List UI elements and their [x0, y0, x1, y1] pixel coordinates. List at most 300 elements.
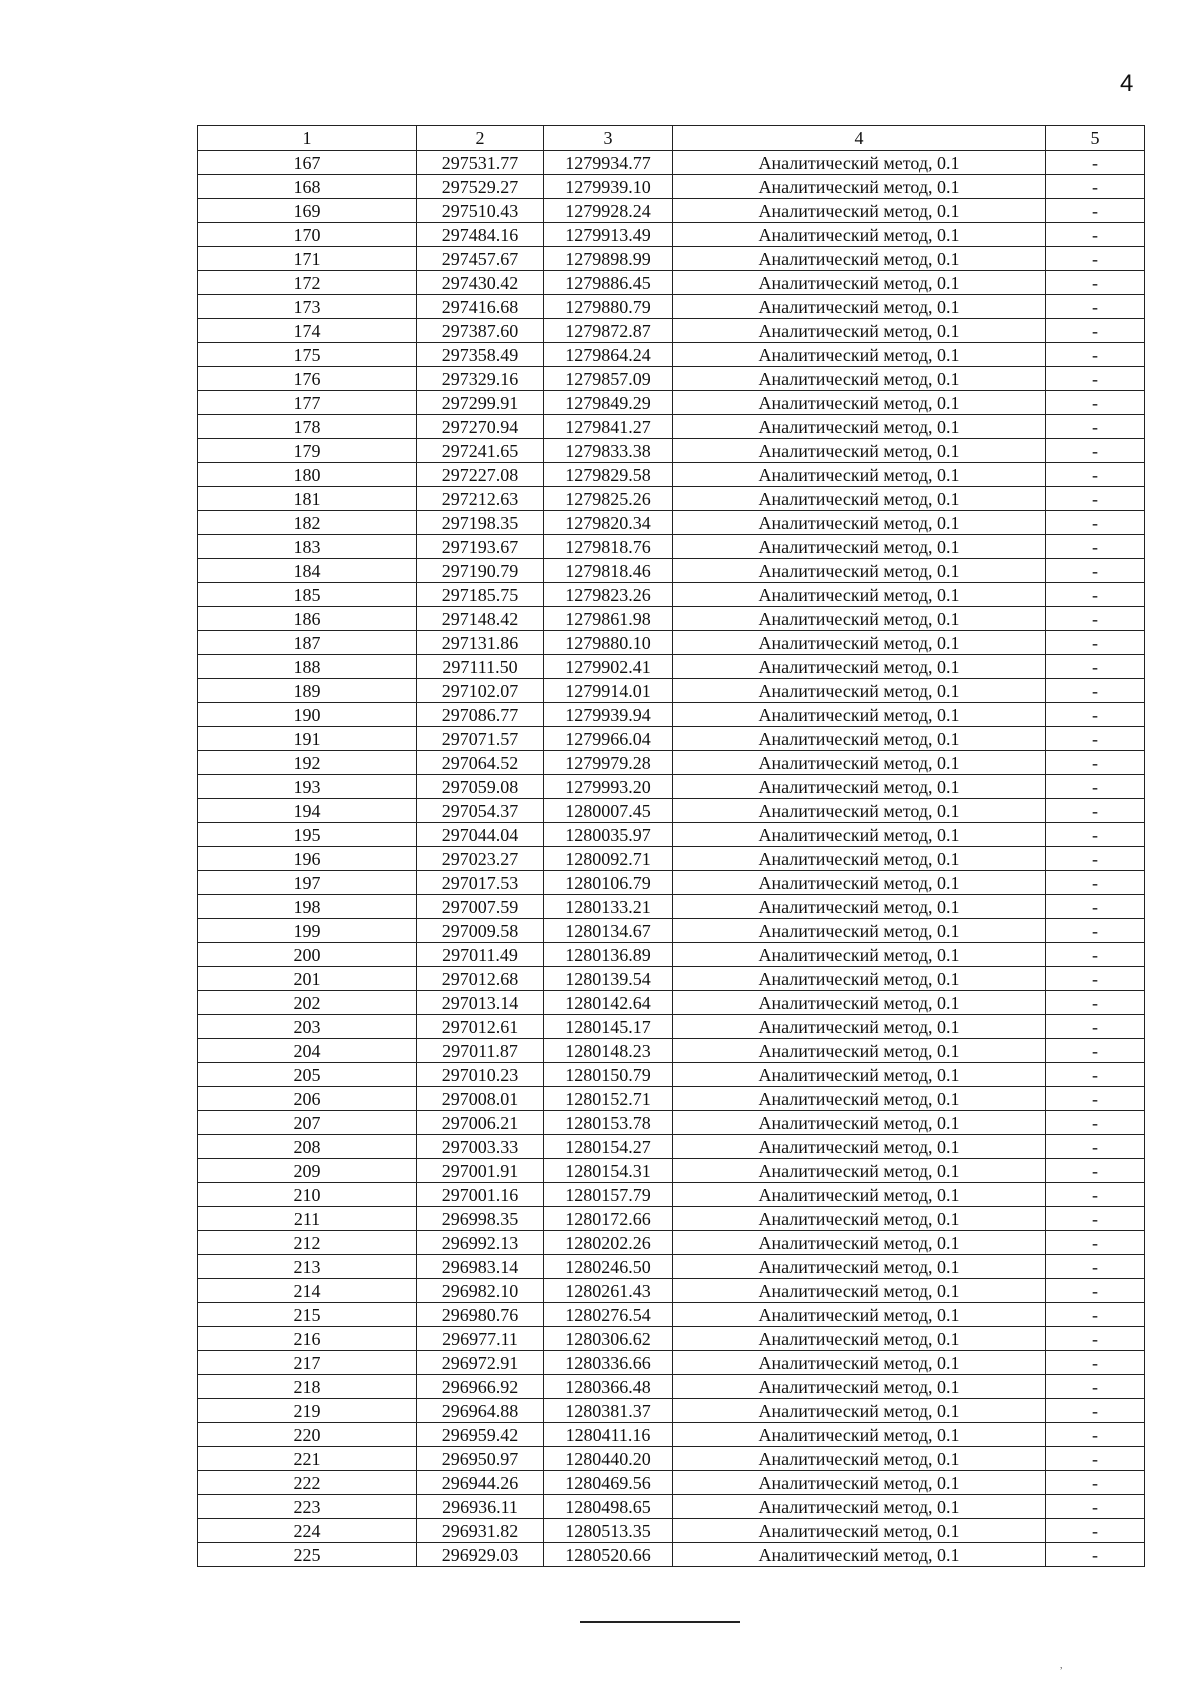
- cell-coord-y: 1280498.65: [544, 1495, 673, 1519]
- cell-method: Аналитический метод, 0.1: [673, 1231, 1046, 1255]
- cell-coord-y: 1279928.24: [544, 199, 673, 223]
- table-row: [198, 1231, 1145, 1255]
- cell-coord-x: 296929.03: [417, 1543, 544, 1567]
- table-row: [198, 295, 1145, 319]
- cell-coord-y: 1279880.10: [544, 631, 673, 655]
- cell-coord-y: 1279833.38: [544, 439, 673, 463]
- cell-note: -: [1046, 871, 1145, 895]
- cell-coord-x: 297190.79: [417, 559, 544, 583]
- cell-point-number: 171: [198, 247, 417, 271]
- cell-coord-y: 1280336.66: [544, 1351, 673, 1375]
- footer-rule: [580, 1621, 740, 1623]
- table-row: [198, 1159, 1145, 1183]
- cell-method: Аналитический метод, 0.1: [673, 1519, 1046, 1543]
- cell-method: Аналитический метод, 0.1: [673, 607, 1046, 631]
- cell-point-number: 219: [198, 1399, 417, 1423]
- cell-coord-x: 296998.35: [417, 1207, 544, 1231]
- cell-point-number: 195: [198, 823, 417, 847]
- cell-point-number: 192: [198, 751, 417, 775]
- cell-coord-y: 1280202.26: [544, 1231, 673, 1255]
- cell-method: Аналитический метод, 0.1: [673, 223, 1046, 247]
- cell-note: -: [1046, 1135, 1145, 1159]
- cell-method: Аналитический метод, 0.1: [673, 439, 1046, 463]
- cell-point-number: 173: [198, 295, 417, 319]
- scan-mark: ,: [1060, 1660, 1063, 1671]
- table-row: [198, 487, 1145, 511]
- cell-coord-y: 1280153.78: [544, 1111, 673, 1135]
- cell-note: -: [1046, 799, 1145, 823]
- cell-method: Аналитический метод, 0.1: [673, 1303, 1046, 1327]
- cell-coord-x: 297531.77: [417, 151, 544, 175]
- cell-point-number: 223: [198, 1495, 417, 1519]
- cell-coord-x: 297003.33: [417, 1135, 544, 1159]
- cell-coord-y: 1279886.45: [544, 271, 673, 295]
- cell-note: -: [1046, 1087, 1145, 1111]
- cell-note: -: [1046, 967, 1145, 991]
- cell-coord-x: 297193.67: [417, 535, 544, 559]
- cell-method: Аналитический метод, 0.1: [673, 1015, 1046, 1039]
- table-row: [198, 1279, 1145, 1303]
- table-row: [198, 1543, 1145, 1567]
- cell-method: Аналитический метод, 0.1: [673, 391, 1046, 415]
- cell-note: -: [1046, 1255, 1145, 1279]
- cell-point-number: 172: [198, 271, 417, 295]
- table-row: [198, 1351, 1145, 1375]
- cell-point-number: 198: [198, 895, 417, 919]
- cell-coord-x: 297387.60: [417, 319, 544, 343]
- table-row: [198, 223, 1145, 247]
- cell-point-number: 208: [198, 1135, 417, 1159]
- cell-coord-x: 297484.16: [417, 223, 544, 247]
- cell-coord-y: 1280513.35: [544, 1519, 673, 1543]
- cell-coord-y: 1280520.66: [544, 1543, 673, 1567]
- table-row: [198, 559, 1145, 583]
- cell-note: -: [1046, 991, 1145, 1015]
- cell-coord-x: 297007.59: [417, 895, 544, 919]
- cell-note: -: [1046, 607, 1145, 631]
- cell-note: -: [1046, 1039, 1145, 1063]
- cell-note: -: [1046, 1183, 1145, 1207]
- cell-method: Аналитический метод, 0.1: [673, 1039, 1046, 1063]
- cell-coord-y: 1280261.43: [544, 1279, 673, 1303]
- cell-coord-y: 1280469.56: [544, 1471, 673, 1495]
- cell-note: -: [1046, 175, 1145, 199]
- cell-point-number: 200: [198, 943, 417, 967]
- cell-point-number: 202: [198, 991, 417, 1015]
- cell-note: -: [1046, 1279, 1145, 1303]
- table-row: [198, 1255, 1145, 1279]
- cell-coord-y: 1280134.67: [544, 919, 673, 943]
- table-row: [198, 967, 1145, 991]
- table-row: [198, 823, 1145, 847]
- cell-coord-x: 297198.35: [417, 511, 544, 535]
- cell-coord-x: 296931.82: [417, 1519, 544, 1543]
- table-row: [198, 199, 1145, 223]
- cell-note: -: [1046, 1399, 1145, 1423]
- table-row: [198, 1495, 1145, 1519]
- cell-point-number: 217: [198, 1351, 417, 1375]
- cell-note: -: [1046, 271, 1145, 295]
- cell-coord-y: 1279993.20: [544, 775, 673, 799]
- cell-coord-x: 297086.77: [417, 703, 544, 727]
- table-row: [198, 631, 1145, 655]
- cell-coord-y: 1280246.50: [544, 1255, 673, 1279]
- cell-method: Аналитический метод, 0.1: [673, 1279, 1046, 1303]
- cell-point-number: 204: [198, 1039, 417, 1063]
- cell-coord-y: 1279818.46: [544, 559, 673, 583]
- cell-coord-y: 1279857.09: [544, 367, 673, 391]
- cell-method: Аналитический метод, 0.1: [673, 151, 1046, 175]
- table-row: [198, 415, 1145, 439]
- cell-coord-x: 297044.04: [417, 823, 544, 847]
- page-number: 4: [1120, 70, 1134, 97]
- cell-coord-y: 1280411.16: [544, 1423, 673, 1447]
- cell-note: -: [1046, 1063, 1145, 1087]
- cell-note: -: [1046, 367, 1145, 391]
- cell-point-number: 207: [198, 1111, 417, 1135]
- cell-coord-y: 1279914.01: [544, 679, 673, 703]
- cell-coord-y: 1280148.23: [544, 1039, 673, 1063]
- cell-method: Аналитический метод, 0.1: [673, 1399, 1046, 1423]
- cell-coord-y: 1280106.79: [544, 871, 673, 895]
- cell-coord-x: 297010.23: [417, 1063, 544, 1087]
- cell-note: -: [1046, 1207, 1145, 1231]
- cell-point-number: 199: [198, 919, 417, 943]
- cell-note: -: [1046, 1519, 1145, 1543]
- cell-coord-y: 1279818.76: [544, 535, 673, 559]
- cell-point-number: 197: [198, 871, 417, 895]
- cell-coord-x: 297006.21: [417, 1111, 544, 1135]
- cell-note: -: [1046, 343, 1145, 367]
- cell-coord-y: 1280154.31: [544, 1159, 673, 1183]
- cell-note: -: [1046, 439, 1145, 463]
- cell-coord-x: 297023.27: [417, 847, 544, 871]
- table-row: [198, 1039, 1145, 1063]
- cell-point-number: 177: [198, 391, 417, 415]
- cell-note: -: [1046, 1543, 1145, 1567]
- cell-coord-y: 1279864.24: [544, 343, 673, 367]
- cell-note: -: [1046, 559, 1145, 583]
- cell-point-number: 169: [198, 199, 417, 223]
- cell-coord-y: 1279913.49: [544, 223, 673, 247]
- cell-note: -: [1046, 847, 1145, 871]
- cell-coord-y: 1280145.17: [544, 1015, 673, 1039]
- cell-point-number: 211: [198, 1207, 417, 1231]
- table-row: [198, 1303, 1145, 1327]
- cell-note: -: [1046, 703, 1145, 727]
- cell-note: -: [1046, 583, 1145, 607]
- cell-method: Аналитический метод, 0.1: [673, 943, 1046, 967]
- cell-coord-x: 297358.49: [417, 343, 544, 367]
- header-cell-point-number: 1: [198, 126, 417, 151]
- cell-coord-x: 297416.68: [417, 295, 544, 319]
- cell-point-number: 170: [198, 223, 417, 247]
- cell-note: -: [1046, 1423, 1145, 1447]
- cell-coord-y: 1280007.45: [544, 799, 673, 823]
- cell-coord-x: 296983.14: [417, 1255, 544, 1279]
- cell-coord-y: 1279898.99: [544, 247, 673, 271]
- cell-method: Аналитический метод, 0.1: [673, 919, 1046, 943]
- cell-point-number: 212: [198, 1231, 417, 1255]
- table-row: [198, 463, 1145, 487]
- table-row: [198, 1375, 1145, 1399]
- cell-coord-y: 1279823.26: [544, 583, 673, 607]
- table-row: [198, 991, 1145, 1015]
- header-cell-method: 4: [673, 126, 1046, 151]
- cell-coord-x: 297059.08: [417, 775, 544, 799]
- cell-coord-x: 297017.53: [417, 871, 544, 895]
- table-row: [198, 847, 1145, 871]
- cell-coord-x: 297012.68: [417, 967, 544, 991]
- cell-note: -: [1046, 1303, 1145, 1327]
- cell-note: -: [1046, 919, 1145, 943]
- cell-point-number: 167: [198, 151, 417, 175]
- cell-coord-x: 296977.11: [417, 1327, 544, 1351]
- cell-point-number: 193: [198, 775, 417, 799]
- cell-method: Аналитический метод, 0.1: [673, 559, 1046, 583]
- cell-point-number: 206: [198, 1087, 417, 1111]
- cell-coord-y: 1279872.87: [544, 319, 673, 343]
- cell-coord-x: 297241.65: [417, 439, 544, 463]
- cell-method: Аналитический метод, 0.1: [673, 751, 1046, 775]
- cell-point-number: 183: [198, 535, 417, 559]
- cell-point-number: 221: [198, 1447, 417, 1471]
- cell-point-number: 178: [198, 415, 417, 439]
- table-row: [198, 319, 1145, 343]
- cell-method: Аналитический метод, 0.1: [673, 295, 1046, 319]
- cell-point-number: 175: [198, 343, 417, 367]
- table-row: [198, 895, 1145, 919]
- cell-point-number: 196: [198, 847, 417, 871]
- cell-point-number: 203: [198, 1015, 417, 1039]
- cell-method: Аналитический метод, 0.1: [673, 1543, 1046, 1567]
- cell-point-number: 181: [198, 487, 417, 511]
- table-row: [198, 1423, 1145, 1447]
- table-row: [198, 727, 1145, 751]
- cell-note: -: [1046, 1471, 1145, 1495]
- cell-coord-x: 297011.87: [417, 1039, 544, 1063]
- cell-note: -: [1046, 1351, 1145, 1375]
- cell-note: -: [1046, 1447, 1145, 1471]
- cell-method: Аналитический метод, 0.1: [673, 775, 1046, 799]
- cell-point-number: 168: [198, 175, 417, 199]
- cell-method: Аналитический метод, 0.1: [673, 1087, 1046, 1111]
- cell-note: -: [1046, 511, 1145, 535]
- cell-point-number: 222: [198, 1471, 417, 1495]
- cell-note: -: [1046, 775, 1145, 799]
- table-row: [198, 247, 1145, 271]
- cell-coord-x: 297054.37: [417, 799, 544, 823]
- cell-method: Аналитический метод, 0.1: [673, 847, 1046, 871]
- cell-coord-x: 296980.76: [417, 1303, 544, 1327]
- table-row: [198, 1111, 1145, 1135]
- cell-method: Аналитический метод, 0.1: [673, 367, 1046, 391]
- cell-coord-x: 297510.43: [417, 199, 544, 223]
- cell-note: -: [1046, 1111, 1145, 1135]
- cell-coord-y: 1279880.79: [544, 295, 673, 319]
- cell-method: Аналитический метод, 0.1: [673, 823, 1046, 847]
- cell-note: -: [1046, 295, 1145, 319]
- cell-method: Аналитический метод, 0.1: [673, 1183, 1046, 1207]
- cell-method: Аналитический метод, 0.1: [673, 655, 1046, 679]
- cell-coord-y: 1280139.54: [544, 967, 673, 991]
- cell-coord-y: 1280035.97: [544, 823, 673, 847]
- cell-coord-y: 1280152.71: [544, 1087, 673, 1111]
- table-row: [198, 1135, 1145, 1159]
- cell-coord-y: 1280092.71: [544, 847, 673, 871]
- table-row: [198, 871, 1145, 895]
- cell-note: -: [1046, 1375, 1145, 1399]
- cell-method: Аналитический метод, 0.1: [673, 871, 1046, 895]
- cell-point-number: 184: [198, 559, 417, 583]
- cell-method: Аналитический метод, 0.1: [673, 1351, 1046, 1375]
- cell-method: Аналитический метод, 0.1: [673, 895, 1046, 919]
- cell-method: Аналитический метод, 0.1: [673, 1135, 1046, 1159]
- cell-note: -: [1046, 1015, 1145, 1039]
- cell-point-number: 225: [198, 1543, 417, 1567]
- cell-note: -: [1046, 679, 1145, 703]
- cell-method: Аналитический метод, 0.1: [673, 799, 1046, 823]
- cell-coord-x: 297102.07: [417, 679, 544, 703]
- table-row: [198, 775, 1145, 799]
- cell-note: -: [1046, 151, 1145, 175]
- table-row: [198, 1471, 1145, 1495]
- cell-method: Аналитический метод, 0.1: [673, 1063, 1046, 1087]
- cell-coord-y: 1279820.34: [544, 511, 673, 535]
- cell-coord-y: 1280154.27: [544, 1135, 673, 1159]
- table-row: [198, 679, 1145, 703]
- cell-note: -: [1046, 199, 1145, 223]
- cell-note: -: [1046, 751, 1145, 775]
- cell-point-number: 224: [198, 1519, 417, 1543]
- cell-coord-x: 296966.92: [417, 1375, 544, 1399]
- cell-coord-x: 296972.91: [417, 1351, 544, 1375]
- cell-note: -: [1046, 487, 1145, 511]
- cell-coord-y: 1280142.64: [544, 991, 673, 1015]
- cell-method: Аналитический метод, 0.1: [673, 703, 1046, 727]
- cell-coord-y: 1279939.94: [544, 703, 673, 727]
- cell-coord-x: 296964.88: [417, 1399, 544, 1423]
- cell-point-number: 180: [198, 463, 417, 487]
- cell-note: -: [1046, 463, 1145, 487]
- cell-method: Аналитический метод, 0.1: [673, 1255, 1046, 1279]
- cell-coord-x: 296959.42: [417, 1423, 544, 1447]
- table-row: [198, 535, 1145, 559]
- table-row: [198, 1015, 1145, 1039]
- cell-point-number: 189: [198, 679, 417, 703]
- cell-coord-x: 297185.75: [417, 583, 544, 607]
- header-cell-coord-y: 3: [544, 126, 673, 151]
- cell-point-number: 182: [198, 511, 417, 535]
- cell-point-number: 201: [198, 967, 417, 991]
- cell-coord-y: 1279966.04: [544, 727, 673, 751]
- table-row: [198, 1399, 1145, 1423]
- cell-note: -: [1046, 1159, 1145, 1183]
- cell-coord-x: 297148.42: [417, 607, 544, 631]
- header-cell-note: 5: [1046, 126, 1145, 151]
- table-body: [198, 126, 1145, 1567]
- cell-coord-x: 297329.16: [417, 367, 544, 391]
- coordinates-table: [197, 125, 1145, 1567]
- cell-coord-x: 297457.67: [417, 247, 544, 271]
- cell-method: Аналитический метод, 0.1: [673, 175, 1046, 199]
- cell-coord-x: 297227.08: [417, 463, 544, 487]
- cell-point-number: 190: [198, 703, 417, 727]
- table-row: [198, 1207, 1145, 1231]
- table-row: [198, 151, 1145, 175]
- cell-point-number: 220: [198, 1423, 417, 1447]
- cell-point-number: 213: [198, 1255, 417, 1279]
- cell-coord-x: 297212.63: [417, 487, 544, 511]
- cell-method: Аналитический метод, 0.1: [673, 1471, 1046, 1495]
- table-row: [198, 391, 1145, 415]
- cell-coord-x: 297011.49: [417, 943, 544, 967]
- cell-coord-y: 1279849.29: [544, 391, 673, 415]
- table-row: [198, 655, 1145, 679]
- cell-coord-y: 1280150.79: [544, 1063, 673, 1087]
- cell-coord-x: 296992.13: [417, 1231, 544, 1255]
- table-row: [198, 1519, 1145, 1543]
- table-row: [198, 1063, 1145, 1087]
- cell-point-number: 188: [198, 655, 417, 679]
- table-row: [198, 1447, 1145, 1471]
- cell-method: Аналитический метод, 0.1: [673, 1327, 1046, 1351]
- cell-method: Аналитический метод, 0.1: [673, 991, 1046, 1015]
- cell-coord-x: 297064.52: [417, 751, 544, 775]
- table-row: [198, 343, 1145, 367]
- cell-method: Аналитический метод, 0.1: [673, 679, 1046, 703]
- cell-note: -: [1046, 655, 1145, 679]
- table-row: [198, 943, 1145, 967]
- table-row: [198, 583, 1145, 607]
- table-row: [198, 175, 1145, 199]
- cell-coord-y: 1279902.41: [544, 655, 673, 679]
- cell-coord-x: 297013.14: [417, 991, 544, 1015]
- cell-coord-y: 1279825.26: [544, 487, 673, 511]
- cell-method: Аналитический метод, 0.1: [673, 343, 1046, 367]
- cell-coord-x: 296950.97: [417, 1447, 544, 1471]
- table-row: [198, 751, 1145, 775]
- cell-coord-x: 296936.11: [417, 1495, 544, 1519]
- cell-method: Аналитический метод, 0.1: [673, 1447, 1046, 1471]
- cell-note: -: [1046, 247, 1145, 271]
- cell-point-number: 179: [198, 439, 417, 463]
- cell-method: Аналитический метод, 0.1: [673, 511, 1046, 535]
- cell-point-number: 214: [198, 1279, 417, 1303]
- cell-coord-y: 1280381.37: [544, 1399, 673, 1423]
- cell-coord-x: 297111.50: [417, 655, 544, 679]
- cell-coord-x: 297270.94: [417, 415, 544, 439]
- table-row: [198, 919, 1145, 943]
- table-row: [198, 799, 1145, 823]
- cell-note: -: [1046, 319, 1145, 343]
- cell-coord-x: 297001.91: [417, 1159, 544, 1183]
- cell-method: Аналитический метод, 0.1: [673, 199, 1046, 223]
- cell-method: Аналитический метод, 0.1: [673, 463, 1046, 487]
- cell-method: Аналитический метод, 0.1: [673, 535, 1046, 559]
- cell-coord-x: 297009.58: [417, 919, 544, 943]
- cell-point-number: 176: [198, 367, 417, 391]
- cell-note: -: [1046, 223, 1145, 247]
- cell-coord-y: 1280133.21: [544, 895, 673, 919]
- cell-point-number: 174: [198, 319, 417, 343]
- cell-point-number: 185: [198, 583, 417, 607]
- cell-point-number: 209: [198, 1159, 417, 1183]
- cell-note: -: [1046, 727, 1145, 751]
- cell-coord-y: 1280440.20: [544, 1447, 673, 1471]
- cell-coord-y: 1279841.27: [544, 415, 673, 439]
- cell-point-number: 215: [198, 1303, 417, 1327]
